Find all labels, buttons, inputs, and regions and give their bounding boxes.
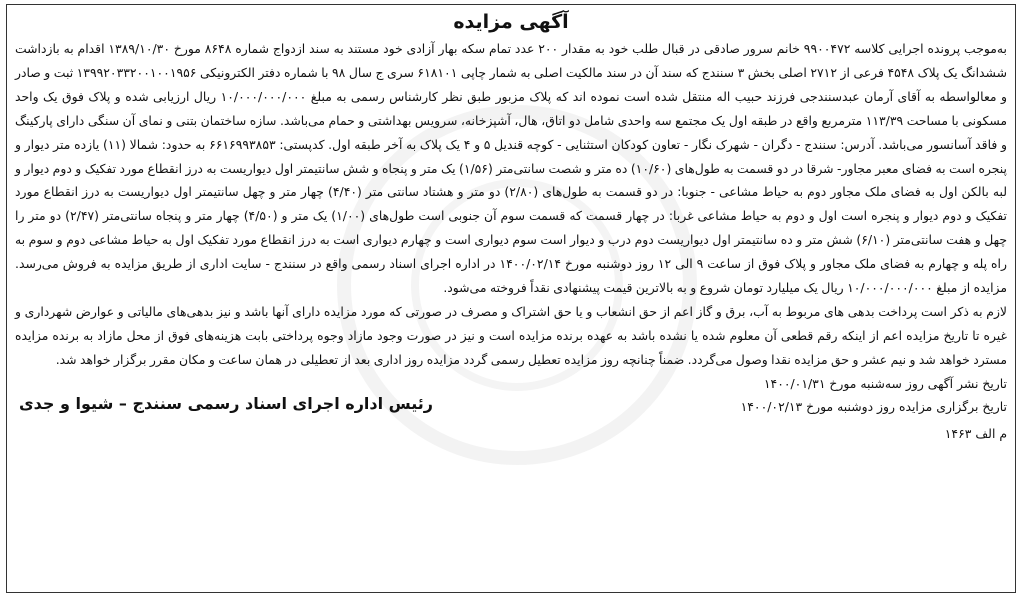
notice-title: آگهی مزایده <box>453 11 569 33</box>
auction-date: تاریخ برگزاری مزایده روز دوشنبه مورخ ۱۴۰۰/۰۲/۱۳ <box>740 398 1007 414</box>
body-paragraph-main: به‌موجب پرونده اجرایی کلاسه ۹۹۰۰۴۷۲ خانم سرور صادقی در قبال طلب خود به مقدار ۲۰۰ عدد تمام سکه بهار آزادی خود مستند به سند ازدواج شماره ۸۶۴۸ مورخ ۱۳۸۹/۱۰/۳۰ اقدام به بازداشت ششدانگ یک پلاک ۴۵۴۸ فرعی از ۲۷۱۲ اصلی بخش ۳ سنندج که سند آن در سند مالکیت اصلی به شمار چاپی ۶۱۸۱۰۱ سری ج سال ۹۸ با شماره دفتر الکترونیکی ۱۳۹۹۲۰۳۳۲۰۰۱۰۰۱۹۵۶ ثبت و صادر و معالواسطه به آقای آرمان عبدسنندجی فرزند حبیب اله منتقل شده است نموده اند که پلاک مزبور طبق نظر کارشناس رسمی به مبلغ ۱۰/۰۰۰/۰۰۰/۰۰۰ ریال ارزیابی شده و پلاک فوق یک واحد مسکونی با مساحت ۱۱۳/۳۹ مترمربع واقع در طبقه اول یک مجتمع سه واحدی شامل دو اتاق، هال، آشپزخانه، سرویس بهداشتی و حمام می‌باشد. سازه ساختمان بتنی و نمای آن سنگی دارای پارکینگ و فاقد آسانسور می‌باشد. آدرس: سنندج - دگران - شهرک نگار - تعاون کودکان استثنایی - کوچه قندیل ۵ و ۴ یک پلاک به آخر طبقه اول. کدپستی: ۶۶۱۶۹۹۳۸۵۳ به حدود: شمالا (۱۱) یازده متر دیوار و پنجره است به فضای معبر مجاور- شرقا در دو قسمت به طول‌های (۱۰/۶۰) ده متر و شصت سانتی‌متر (۱/۵۶) یک متر و پنجاه و شش سانتیمتر اول دیواریست به درز انقطاع مورد تفکیک و دوم دیوار و لبه بالکن اول به فضای ملک مجاور دوم به حیاط مشاعی - جنوبا: در دو قسمت به طول‌های (۲/۸۰) دو متر و هشتاد سانتی متر (۴/۴۰) چهار متر و چهل سانتیمتر اول دیواریست به درز انقطاع مورد تفکیک و دوم دیوار و پنجره است اول و دوم به حیاط مشاعی غربا: در چهار قسمت که قسمت سوم آن جنوبی است طول‌های (۱/۰۰) یک متر و (۴/۵۰) چهار متر و پنجاه سانتی‌متر (۲/۴۷) دو متر را چهل و هفت سانتی‌متر (۶/۱۰) شش متر و ده سانتیمتر اول دیواریست دوم درب و دیوار است سوم دیواری است و چهارم دیواری است به درز انقطاع مورد تفکیک اول به حیاط مشاعی دوم و سوم به راه پله و چهارم به فضای ملک مجاور و پلاک فوق از ساعت ۹ الی ۱۲ روز دوشنبه مورخ ۱۴۰۰/۰۲/۱۴ در اداره اجرای اسناد رسمی واقع در سنندج - سایت اداری از طریق مزایده به فروش می‌رسد. مزایده از مبلغ ۱۰/۰۰۰/۰۰۰/۰۰۰ ریال یک میلیارد تومان شروع و به بالاترین قیمت پیشنهادی نقداً فروخته می‌شود. <box>15 41 1008 296</box>
signature: رئیس اداره اجرای اسناد رسمی سنندج – شیوا و جدی <box>19 393 434 413</box>
auction-notice <box>6 4 1016 593</box>
body-paragraph-conditions: لازم به ذکر است پرداخت بدهی های مربوط به آب، برق و گاز اعم از حق انشعاب و یا حق اشتراک و مصرف در صورتی که مورد مزایده دارای آنها باشد و نیز بدهی‌های مالیاتی و عوارض شهرداری و غیره تا تاریخ مزایده اعم از اینکه رقم قطعی آن معلوم شده یا نشده باشد به عهده برنده مزایده است و نیز در صورت وجود مازاد وجوه پرداختی بابت هزینه‌های فوق از محل مازاد به برنده مزایده مسترد خواهد شد و نیم عشر و حق مزایده نقدا وصول می‌گردد. ضمناً چنانچه روز مزایده تعطیل رسمی گردد مزایده روز اداری بعد از تعطیلی در همان ساعت و مکان مقرر برگزار خواهد شد. <box>15 303 1007 367</box>
publish-date: تاریخ نشر آگهی روز سه‌شنبه مورخ ۱۴۰۰/۰۱/۳۱ <box>763 375 1007 391</box>
notice-body <box>15 37 1007 372</box>
reference-number: م الف ۱۴۶۳ <box>944 425 1007 441</box>
